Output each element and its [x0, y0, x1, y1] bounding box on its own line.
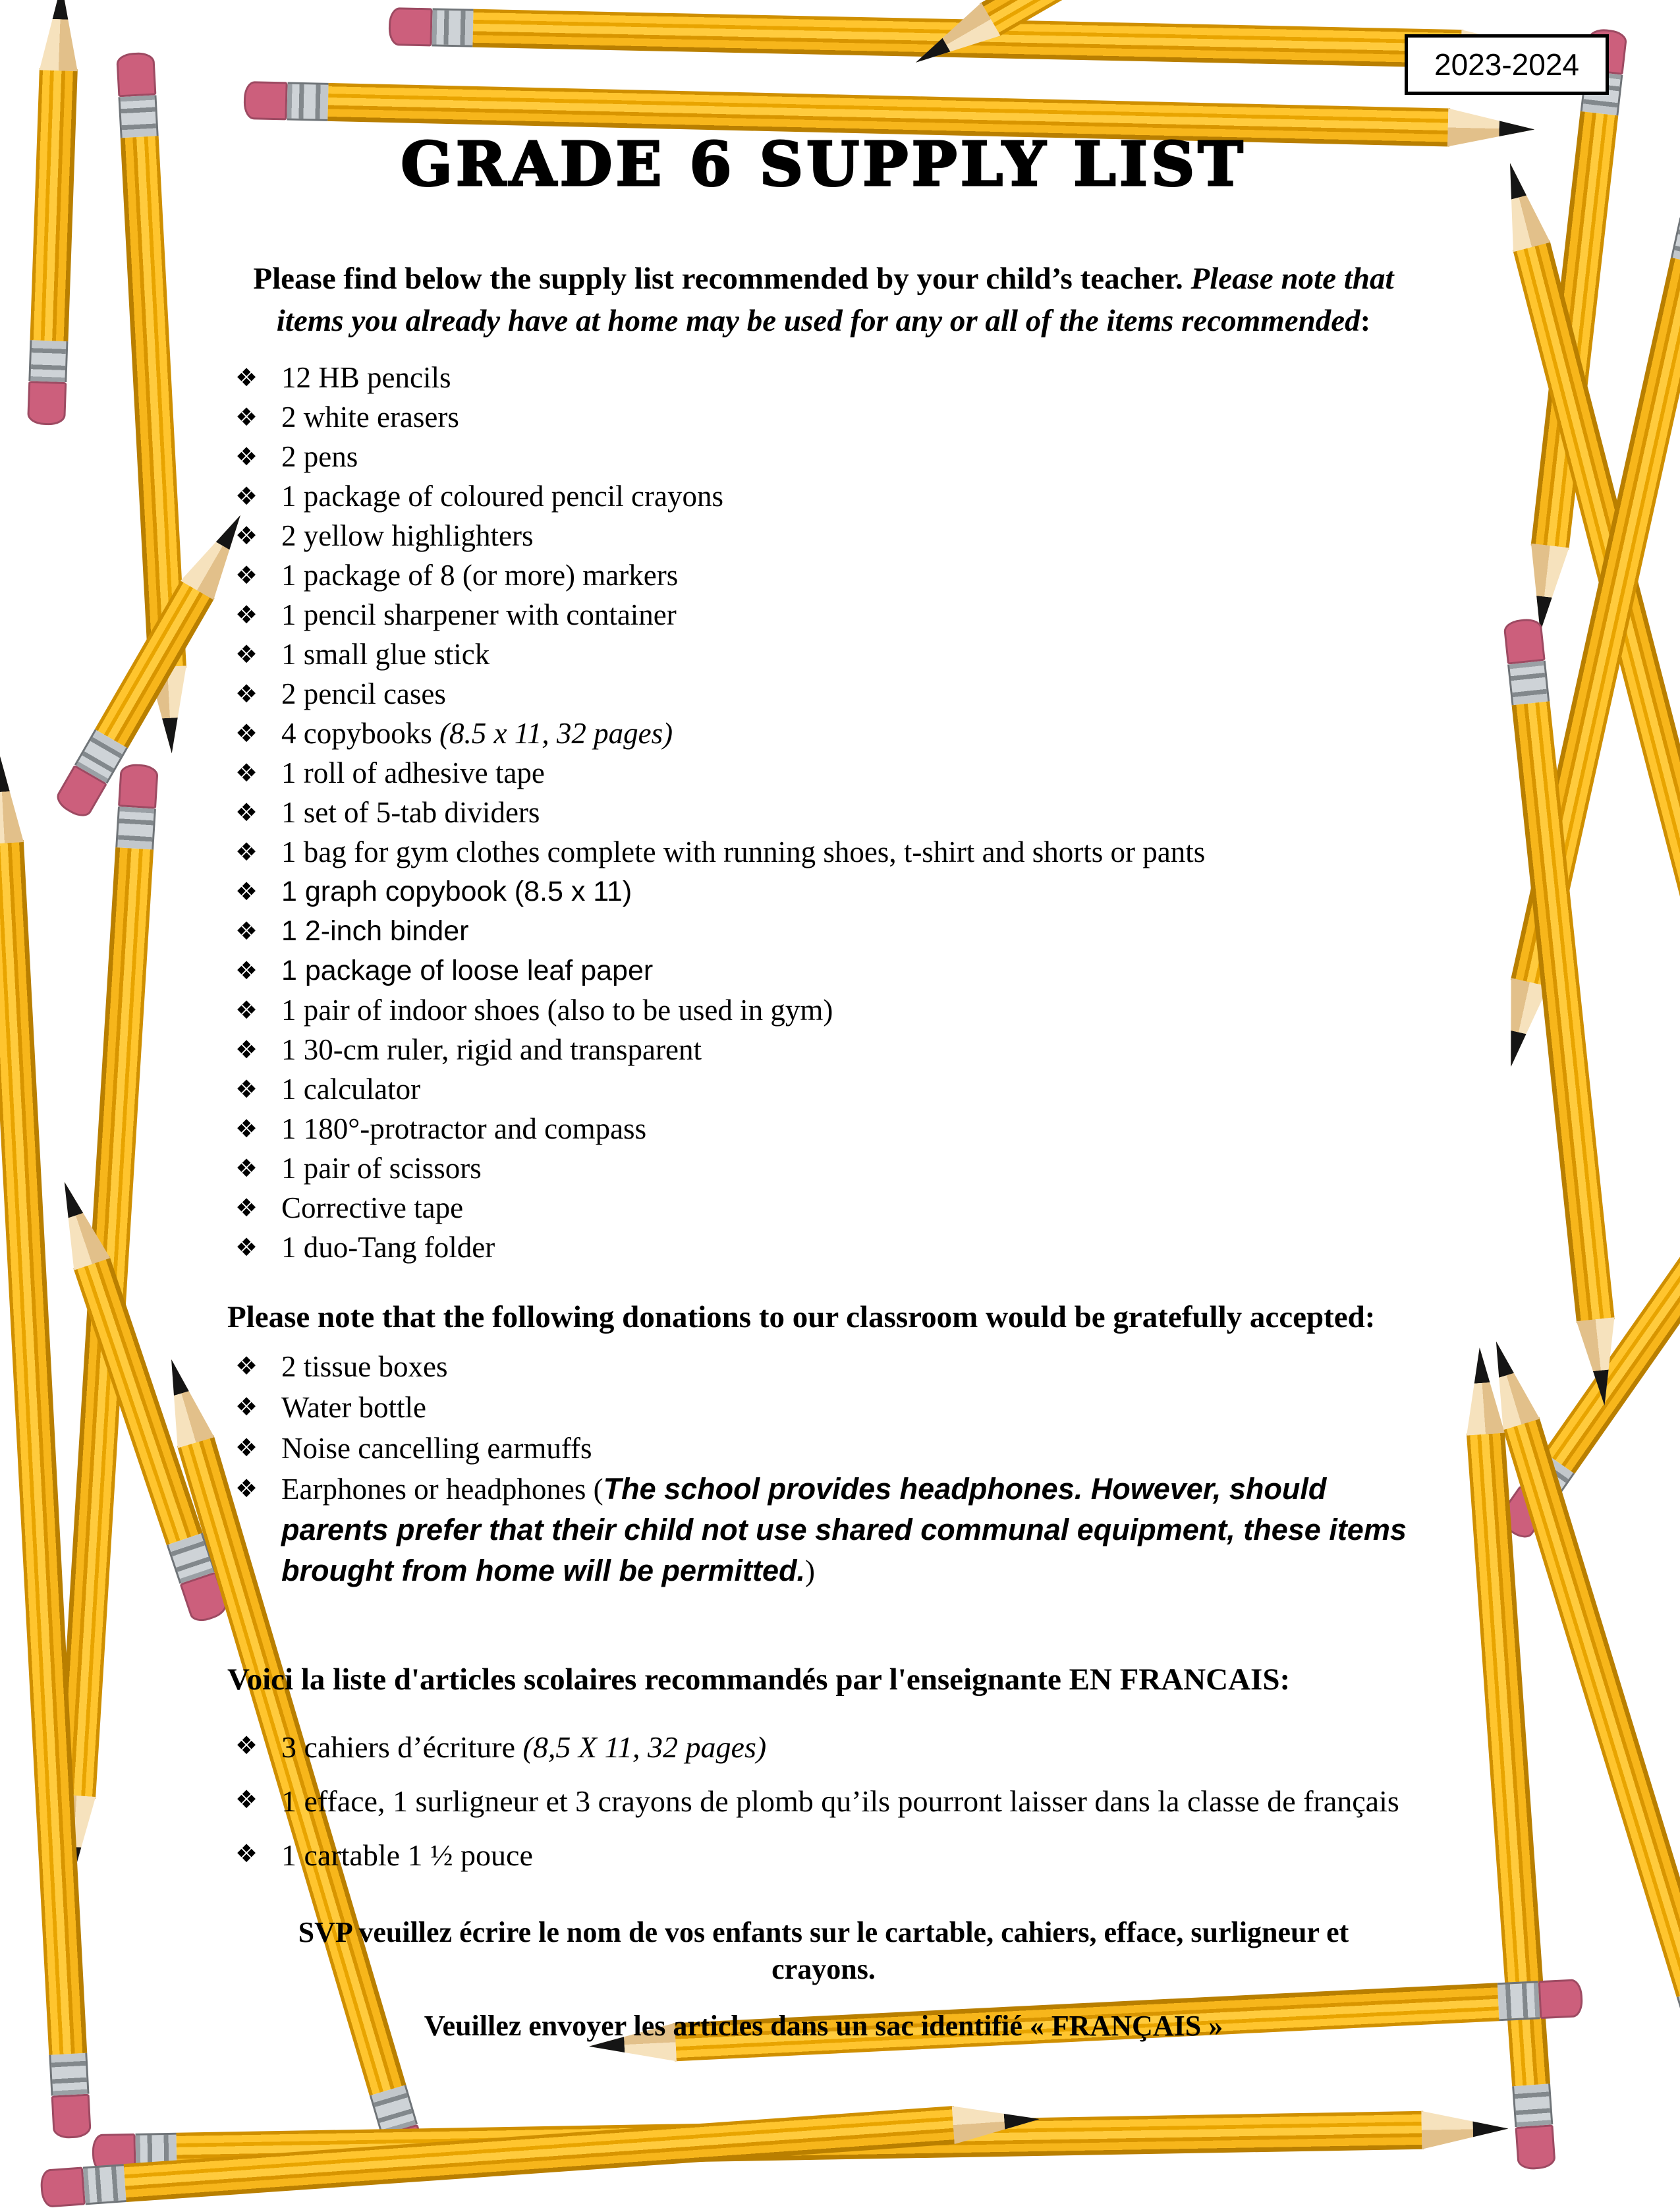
supply-list-item [227, 1069, 1420, 1109]
supply-list-item [227, 1030, 1420, 1069]
pencil-eraser [243, 81, 287, 120]
donations-list-item-text: 2 tissue boxes [281, 1350, 448, 1383]
supply-list-item-text: 1 bag for gym clothes complete with running shoes, t-shirt and shorts or pants [281, 835, 1206, 868]
diamond-bullet-icon: ❖ [235, 1233, 258, 1262]
pencil-ferrule [1498, 1981, 1540, 2021]
supply-list [227, 358, 1420, 1267]
supply-list-item-text: 2 pencil cases [281, 677, 446, 710]
diamond-bullet-icon: ❖ [235, 482, 258, 511]
pencil-lead [153, 1354, 200, 1399]
diamond-bullet-icon: ❖ [235, 561, 258, 590]
supply-list-item-text: 4 copybooks (8.5 x 11, 32 pages) [281, 717, 673, 750]
diamond-bullet-icon: ❖ [235, 1474, 258, 1503]
donations-list-item [227, 1469, 1420, 1591]
supply-list-item [227, 595, 1420, 635]
pencil-lead [0, 755, 21, 793]
diamond-bullet-icon: ❖ [235, 442, 258, 471]
pencil-lead [1582, 1369, 1623, 1408]
diamond-bullet-icon: ❖ [235, 798, 258, 827]
donations-list-item [227, 1428, 1420, 1469]
supply-list-item-text: 1 180°-protractor and compass [281, 1112, 647, 1145]
intro-lead: Please find below the supply list recommended by your child’s teacher. [253, 262, 1191, 296]
french-list-item [227, 1834, 1420, 1877]
donations-list-item [227, 1387, 1420, 1428]
pencil-lead [1461, 1346, 1501, 1384]
pencil-lead [1499, 109, 1535, 148]
diamond-bullet-icon: ❖ [235, 837, 258, 866]
french-supply-list [227, 1726, 1420, 1877]
supply-list-item-text: 1 calculator [281, 1073, 421, 1106]
pencil-lead [1492, 1028, 1537, 1071]
pencil-eraser [1503, 617, 1546, 665]
pencil-body [30, 68, 77, 341]
supply-list-item-text: 12 HB pencils [281, 361, 451, 394]
supply-list-item [227, 674, 1420, 714]
footer-note-names: SVP veuillez écrire le nom de vos enfants sur le cartable, cahiers, efface, surligneur et crayons. [298, 1916, 1349, 1985]
footer-note-bag: Veuillez envoyer les articles dans un sac identifié « FRANÇAIS » [424, 2010, 1223, 2042]
intro-note: Please note that items you already have at home may be used for any or all of the items recommended [276, 262, 1394, 338]
pencil-eraser [40, 2166, 86, 2207]
supply-list-item-text: 2 white erasers [281, 401, 459, 434]
intro-paragraph [227, 258, 1420, 342]
pencil-decoration [27, 0, 80, 426]
pencil-lead [1492, 158, 1538, 202]
pencil-tip [1577, 1317, 1623, 1407]
diamond-bullet-icon: ❖ [235, 1392, 258, 1421]
diamond-bullet-icon: ❖ [235, 1035, 258, 1064]
pencil-tip [1421, 2109, 1509, 2149]
document-body [227, 128, 1420, 2045]
pencil-lead [46, 1175, 94, 1222]
french-list-item-text: 1 cartable 1 ½ pouce [281, 1838, 533, 1872]
pencil-lead [1472, 2109, 1509, 2148]
french-list-item-text: 1 efface, 1 surligneur et 3 crayons de plomb qu’ils pourront laisser dans la classe de français [281, 1784, 1399, 1818]
diamond-bullet-icon: ❖ [235, 521, 258, 550]
supply-list-item [227, 753, 1420, 793]
pencil-eraser [51, 2094, 92, 2139]
supply-list-item-text: 1 pair of indoor shoes (also to be used in gym) [281, 994, 833, 1027]
diamond-bullet-icon: ❖ [235, 758, 258, 787]
intro-tail: : [1360, 304, 1371, 338]
pencil-lead [42, 0, 81, 20]
pencil-decoration [0, 755, 92, 2139]
supply-list-item [227, 793, 1420, 832]
pencil-tip [906, 3, 1000, 79]
supply-list-item [227, 951, 1420, 990]
supply-list-item [227, 911, 1420, 951]
supply-list-item-text: 1 duo-Tang folder [281, 1231, 495, 1264]
donations-list-item-text: Earphones or headphones (The school provides headphones. However, should parents prefer that their child not use shared communal equipment, these items brought from home will be permitted.) [281, 1472, 1407, 1587]
diamond-bullet-icon: ❖ [235, 956, 258, 985]
diamond-bullet-icon: ❖ [235, 1114, 258, 1143]
supply-list-item [227, 358, 1420, 397]
diamond-bullet-icon: ❖ [235, 1433, 258, 1462]
donations-list-item [227, 1346, 1420, 1387]
french-list-item [227, 1780, 1420, 1823]
supply-list-item [227, 635, 1420, 674]
supply-list-item [227, 516, 1420, 555]
pencil-tip [1492, 978, 1548, 1071]
pencil-tip [40, 0, 81, 71]
supply-list-item [227, 476, 1420, 516]
supply-list-item [227, 1148, 1420, 1188]
french-list-item-text: 3 cahiers d’écriture (8,5 X 11, 32 pages) [281, 1730, 767, 1764]
page-title: GRADE 6 SUPPLY LIST [401, 128, 1246, 200]
pencil-eraser [118, 763, 159, 808]
diamond-bullet-icon: ❖ [235, 679, 258, 708]
pencil-tip [952, 2100, 1042, 2144]
donations-heading: Please note that the following donations to our classroom would be gratefully accepted: [227, 1300, 1376, 1334]
supply-list-item-text: 2 pens [281, 440, 358, 473]
pencil-ferrule [432, 8, 473, 47]
pencil-body [0, 840, 87, 2055]
pencil-eraser [27, 381, 67, 426]
diamond-bullet-icon: ❖ [235, 1785, 258, 1814]
diamond-bullet-icon: ❖ [235, 1731, 258, 1760]
diamond-bullet-icon: ❖ [235, 996, 258, 1025]
diamond-bullet-icon: ❖ [235, 1351, 258, 1380]
french-list-item [227, 1726, 1420, 1769]
supply-list-item-text: 1 30-cm ruler, rigid and transparent [281, 1033, 702, 1066]
supply-list-item-text: 1 pencil sharpener with container [281, 598, 677, 631]
supply-list-item-text: 1 pair of scissors [281, 1152, 482, 1185]
pencil-lead [151, 717, 191, 754]
pencil-ferrule [28, 340, 68, 382]
pencil-tip [1492, 158, 1550, 252]
supply-list-item-text: 1 small glue stick [281, 638, 490, 671]
supply-list-item-text: 1 roll of adhesive tape [281, 756, 545, 789]
supply-list-item-text: 1 set of 5-tab dividers [281, 796, 540, 829]
supply-list-item-text: 1 package of coloured pencil crayons [281, 480, 723, 513]
pencil-tip [1447, 108, 1535, 148]
pencil-eraser [1515, 2124, 1555, 2170]
diamond-bullet-icon: ❖ [235, 877, 258, 906]
supply-list-item [227, 1109, 1420, 1148]
french-section-heading: Voici la liste d'articles scolaires recommandés par l'enseignante EN FRANCAIS: [227, 1662, 1291, 1697]
pencil-ferrule [1507, 661, 1550, 706]
diamond-bullet-icon: ❖ [235, 1154, 258, 1183]
supply-list-item [227, 1228, 1420, 1267]
diamond-bullet-icon: ❖ [235, 1075, 258, 1104]
pencil-tip [0, 755, 24, 844]
pencil-tip [1461, 1346, 1505, 1436]
supply-list-item [227, 872, 1420, 911]
supply-list-item [227, 714, 1420, 753]
pencil-ferrule [115, 807, 156, 849]
supply-list-item [227, 1188, 1420, 1228]
supply-list-item-text: 1 graph copybook (8.5 x 11) [281, 876, 632, 907]
diamond-bullet-icon: ❖ [235, 640, 258, 669]
donations-list-item-text: Noise cancelling earmuffs [281, 1432, 592, 1465]
pencil-ferrule [1512, 2083, 1553, 2127]
supply-list-item-text: 1 package of loose leaf paper [281, 955, 654, 986]
pencil-ferrule [118, 95, 158, 138]
supply-list-item [227, 397, 1420, 437]
pencil-lead [1003, 2100, 1041, 2141]
pencil-ferrule [287, 82, 328, 121]
supply-list-item [227, 555, 1420, 595]
supply-list-item [227, 990, 1420, 1030]
diamond-bullet-icon: ❖ [235, 917, 258, 946]
donations-list [227, 1346, 1420, 1591]
diamond-bullet-icon: ❖ [235, 600, 258, 629]
supply-list-item-text: 1 2-inch binder [281, 915, 469, 947]
diamond-bullet-icon: ❖ [235, 1839, 258, 1868]
diamond-bullet-icon: ❖ [235, 719, 258, 748]
pencil-eraser [388, 7, 432, 46]
supply-list-item-text: 2 yellow highlighters [281, 519, 534, 552]
donations-list-item-text: Water bottle [281, 1391, 427, 1424]
pencil-ferrule [83, 2164, 126, 2205]
diamond-bullet-icon: ❖ [235, 363, 258, 392]
diamond-bullet-icon: ❖ [235, 403, 258, 432]
school-year-badge: 2023-2024 [1405, 34, 1609, 95]
supply-list-item-text: Corrective tape [281, 1191, 464, 1224]
diamond-bullet-icon: ❖ [235, 1193, 258, 1222]
pencil-eraser [116, 51, 156, 97]
supply-list-item [227, 437, 1420, 476]
supply-list-item [227, 832, 1420, 872]
pencil-eraser [1538, 1979, 1584, 2019]
supply-list-item-text: 1 package of 8 (or more) markers [281, 559, 679, 592]
pencil-ferrule [49, 2053, 89, 2096]
